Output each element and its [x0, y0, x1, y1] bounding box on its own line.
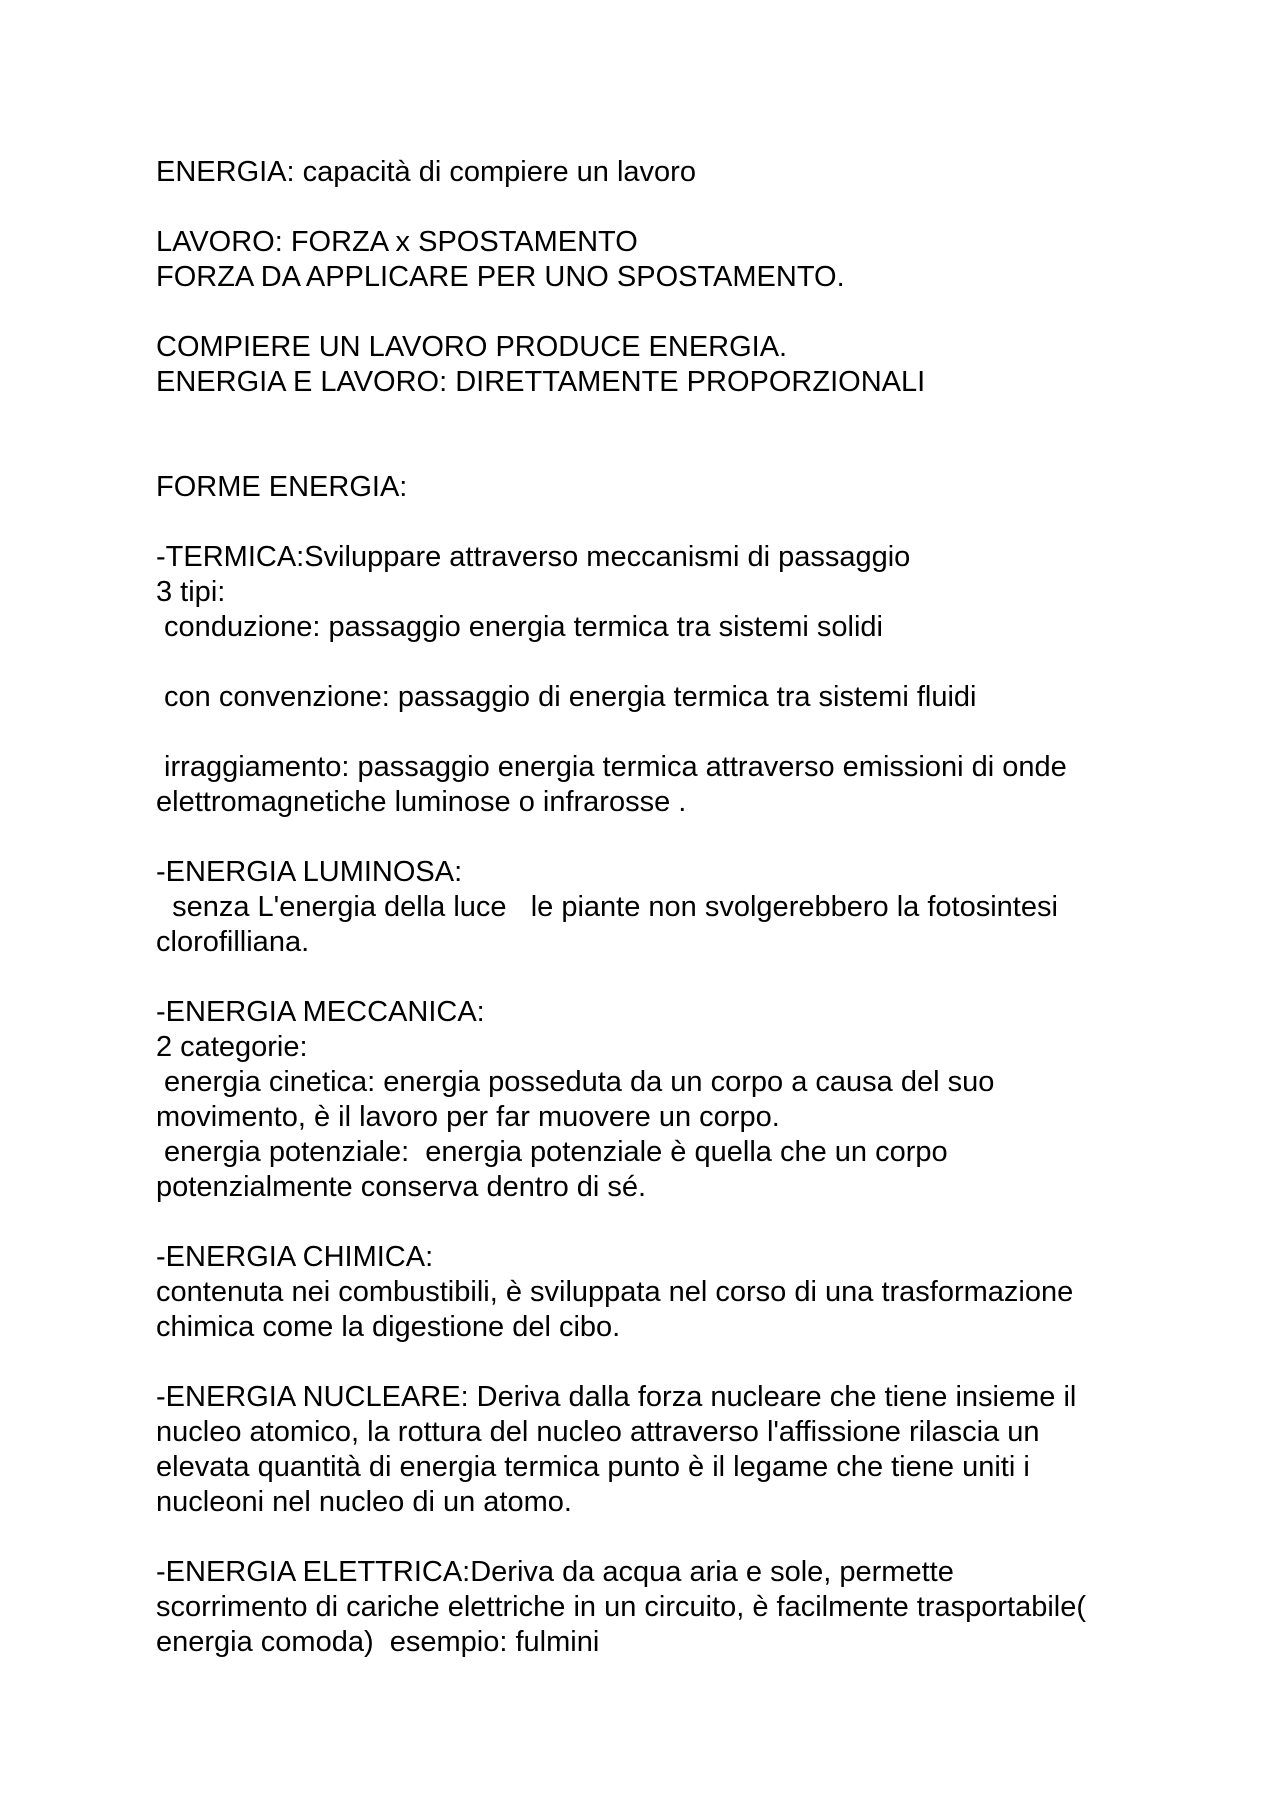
blank-line — [156, 435, 1136, 470]
text-line: FORME ENERGIA: — [156, 471, 408, 503]
text-line: contenuta nei combustibili, è sviluppata nel corso di una trasformazione — [156, 1276, 1074, 1308]
blank-line — [156, 960, 1136, 995]
text-line: elevata quantità di energia termica punto è il legame che tiene uniti i — [156, 1451, 1030, 1483]
blank-line — [156, 400, 1136, 435]
text-line: energia potenziale: energia potenziale è quella che un corpo — [156, 1136, 948, 1168]
blank-line — [156, 1520, 1136, 1555]
text-line: chimica come la digestione del cibo. — [156, 1311, 621, 1343]
text-line: 3 tipi: — [156, 576, 226, 608]
text-line: -ENERGIA MECCANICA: — [156, 996, 485, 1028]
blank-line — [156, 820, 1136, 855]
blank-line — [156, 295, 1136, 330]
text-line: -ENERGIA CHIMICA: — [156, 1241, 434, 1273]
text-line: elettromagnetiche luminose o infrarosse . — [156, 786, 687, 818]
blank-line — [156, 1345, 1136, 1380]
text-line: LAVORO: FORZA x SPOSTAMENTO — [156, 226, 638, 258]
text-line: ENERGIA: capacità di compiere un lavoro — [156, 156, 696, 188]
text-line: potenzialmente conserva dentro di sé. — [156, 1171, 647, 1203]
blank-line — [156, 505, 1136, 540]
text-line: ENERGIA E LAVORO: DIRETTAMENTE PROPORZIONALI — [156, 366, 926, 398]
text-line: 2 categorie: — [156, 1031, 308, 1063]
blank-line — [156, 645, 1136, 680]
text-line: irraggiamento: passaggio energia termica attraverso emissioni di onde — [156, 751, 1067, 783]
text-line: -TERMICA:Sviluppare attraverso meccanismi di passaggio — [156, 541, 911, 573]
text-line: nucleo atomico, la rottura del nucleo attraverso l'affissione rilascia un — [156, 1416, 1040, 1448]
text-line: senza L'energia della luce le piante non svolgerebbero la fotosintesi — [156, 891, 1058, 923]
blank-line — [156, 1205, 1136, 1240]
text-line: energia cinetica: energia posseduta da un corpo a causa del suo — [156, 1066, 995, 1098]
blank-line — [156, 190, 1136, 225]
text-line: movimento, è il lavoro per far muovere un corpo. — [156, 1101, 780, 1133]
text-line: energia comoda) esempio: fulmini — [156, 1626, 600, 1658]
document-body — [156, 155, 1136, 1660]
text-line: -ENERGIA ELETTRICA:Deriva da acqua aria e sole, permette — [156, 1556, 954, 1588]
text-line: -ENERGIA LUMINOSA: — [156, 856, 463, 888]
text-line: clorofilliana. — [156, 926, 310, 958]
text-line: nucleoni nel nucleo di un atomo. — [156, 1486, 572, 1518]
text-line: scorrimento di cariche elettriche in un circuito, è facilmente trasportabile( — [156, 1591, 1087, 1623]
blank-line — [156, 715, 1136, 750]
text-line: -ENERGIA NUCLEARE: Deriva dalla forza nucleare che tiene insieme il — [156, 1381, 1077, 1413]
text-line: con convenzione: passaggio di energia termica tra sistemi fluidi — [156, 681, 977, 713]
text-line: FORZA DA APPLICARE PER UNO SPOSTAMENTO. — [156, 261, 845, 293]
text-line: conduzione: passaggio energia termica tra sistemi solidi — [156, 611, 883, 643]
text-line: COMPIERE UN LAVORO PRODUCE ENERGIA. — [156, 331, 788, 363]
